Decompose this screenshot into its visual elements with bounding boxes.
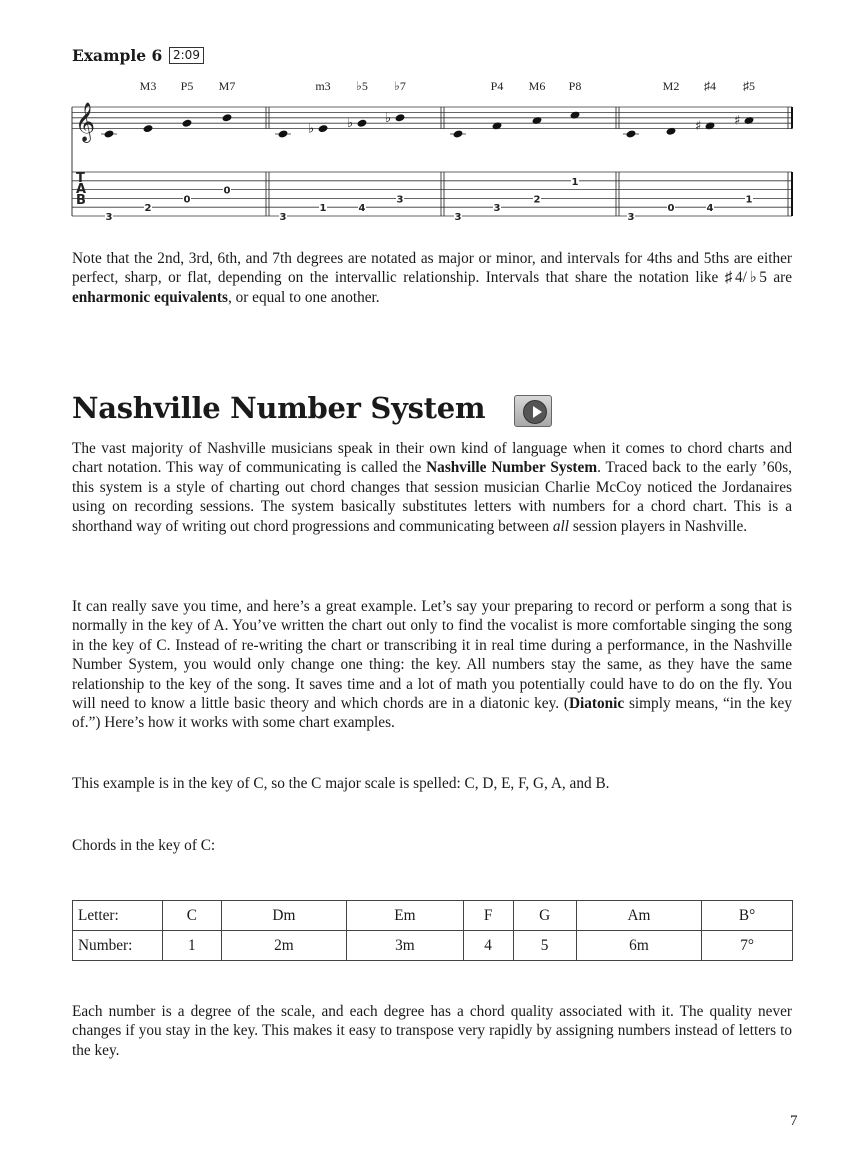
note-head [532,116,543,125]
table-cell: Dm [221,901,346,931]
audio-timestamp: 2:09 [169,47,204,64]
text: Note that the 2nd, 3rd, 6th, and 7th degrees are notated as major or minor, and intervals for 4ths and 5ths are either perfect, sharp, or flat, depending on the intervallic relationship. Intervals that share the notation like ♯4/♭5 are [72,250,792,287]
note-head [278,129,289,138]
tab-number: 0 [667,203,675,215]
tab-clef-letter: T [76,171,85,186]
table-row [73,931,793,961]
tab-clef-letter: B [76,193,86,208]
bold-term: enharmonic equivalents [72,288,228,306]
note-head [222,113,233,122]
flat-icon: ♭ [308,121,315,137]
table-cell: 5 [513,931,576,961]
tab-number: 4 [358,203,366,215]
tab-number: 2 [144,203,152,215]
tab-number: 1 [745,194,753,206]
tab-number: 0 [183,194,191,206]
flat-icon: ♭ [385,110,392,126]
text: simply means, “in the key of.”) Here’s how it works with some chart examples. [72,695,792,732]
flat-icon: ♭ [347,116,354,132]
tab-number: 1 [319,203,327,215]
sharp-icon: ♯ [695,118,702,134]
paragraph-c-scale: This example is in the key of C, so the C major scale is spelled: C, D, E, F, G, A, and B. [72,775,610,792]
tab-number: 3 [279,212,287,223]
table-cell: Number: [73,931,163,961]
text: The vast majority of Nashville musicians speak in their own kind of language when it comes to chord charts and chart notation. This way of communicating is called the [72,440,792,477]
tab-number: 3 [454,212,462,223]
interval-label: M3 [139,79,157,93]
note-head [357,119,368,128]
tab-number: 3 [105,212,113,223]
interval-label: M7 [218,79,236,93]
table-cell: C [163,901,222,931]
interval-label: P5 [180,79,194,93]
music-notation [0,0,864,230]
interval-label: ♭5 [356,79,368,93]
note-head [182,119,193,128]
note-head [666,127,677,136]
note-head [570,111,581,120]
note-head [492,121,503,130]
tab-number: 1 [571,176,579,188]
paragraph-intervals [72,249,792,307]
note-head [143,124,154,133]
note-head [453,129,464,138]
note-head [104,129,115,138]
table-cell: 3m [347,931,464,961]
sharp-icon: ♯ [734,113,741,129]
note-head [744,116,755,125]
table-cell: Letter: [73,901,163,931]
table-row [73,901,793,931]
note-head [318,124,329,133]
italic-term: all [552,517,570,535]
note-head [626,129,637,138]
tab-number: 0 [223,185,231,197]
tab-number: 4 [706,203,714,215]
text: It can really save you time, and here’s a great example. Let’s say your preparing to record or perform a song that is normally in the key of A. You’ve written the chart out only to find the vocalist is more comfortable singing the song in the key of C. Instead of re-writing the chart or transcribing it in real time during a performance, in the Nashville Number System, you would only change one thing: the key. All numbers stay the same, as they have the same relationship to the key of the song. It saves time and a lot of math you potentially could have to do on the fly. You will need to know a little basic theory and which chords are in a diatonic key. ( [72,598,792,713]
section-heading: Nashville Number System [72,391,486,425]
table-cell: 1 [163,931,222,961]
interval-label: P8 [568,79,582,93]
interval-label: ♯4 [704,79,716,93]
interval-label: M6 [528,79,546,93]
table-cell: 6m [576,931,701,961]
note-head [395,113,406,122]
paragraph-degrees: Each number is a degree of the scale, and each degree has a chord quality associated with it. The quality never changes if you stay in the key. This makes it easy to transpose very rapidly by assigning numbers instead of letters to the key. [72,1003,792,1059]
table-cell: 2m [221,931,346,961]
example-title: Example 6 [72,46,163,65]
paragraph-example [72,597,792,733]
table-cell: 7° [702,931,793,961]
tab-clef-letter: A [76,182,87,197]
tab-number: 3 [493,203,501,215]
text: session players in Nashville. [569,517,748,535]
interval-label: P4 [490,79,504,93]
table-cell: Em [347,901,464,931]
interval-label: ♭7 [394,79,406,93]
interval-label: ♯5 [743,79,755,93]
table-cell: Am [576,901,701,931]
interval-label: m3 [315,79,331,93]
table-cell: F [463,901,513,931]
table-cell: G [513,901,576,931]
page-number: 7 [790,1113,798,1129]
text: , or equal to one another. [227,288,380,306]
tab-number: 3 [396,194,404,206]
play-button-icon[interactable] [514,395,552,427]
bold-term: Diatonic [568,695,625,713]
chord-table [72,900,793,961]
interval-label: M2 [662,79,680,93]
treble-clef-icon: 𝄞 [75,102,96,142]
tab-number: 2 [533,194,541,206]
paragraph-chords-label: Chords in the key of C: [72,837,216,854]
table-cell: 4 [463,931,513,961]
note-head [705,121,716,130]
paragraph-nashville-intro [72,439,792,536]
text: . Traced back to the early ’60s, this system is a style of charting out chord changes that session musician Charlie McCoy noticed the Jordanaires using on recording sessions. The system basically substitutes letters with numbers for a chord chart. This is a shorthand way of writing out chord progressions and communicating between [72,459,792,535]
table-cell: B° [702,901,793,931]
bold-term: Nashville Number System [426,459,598,477]
tab-number: 3 [627,212,635,223]
